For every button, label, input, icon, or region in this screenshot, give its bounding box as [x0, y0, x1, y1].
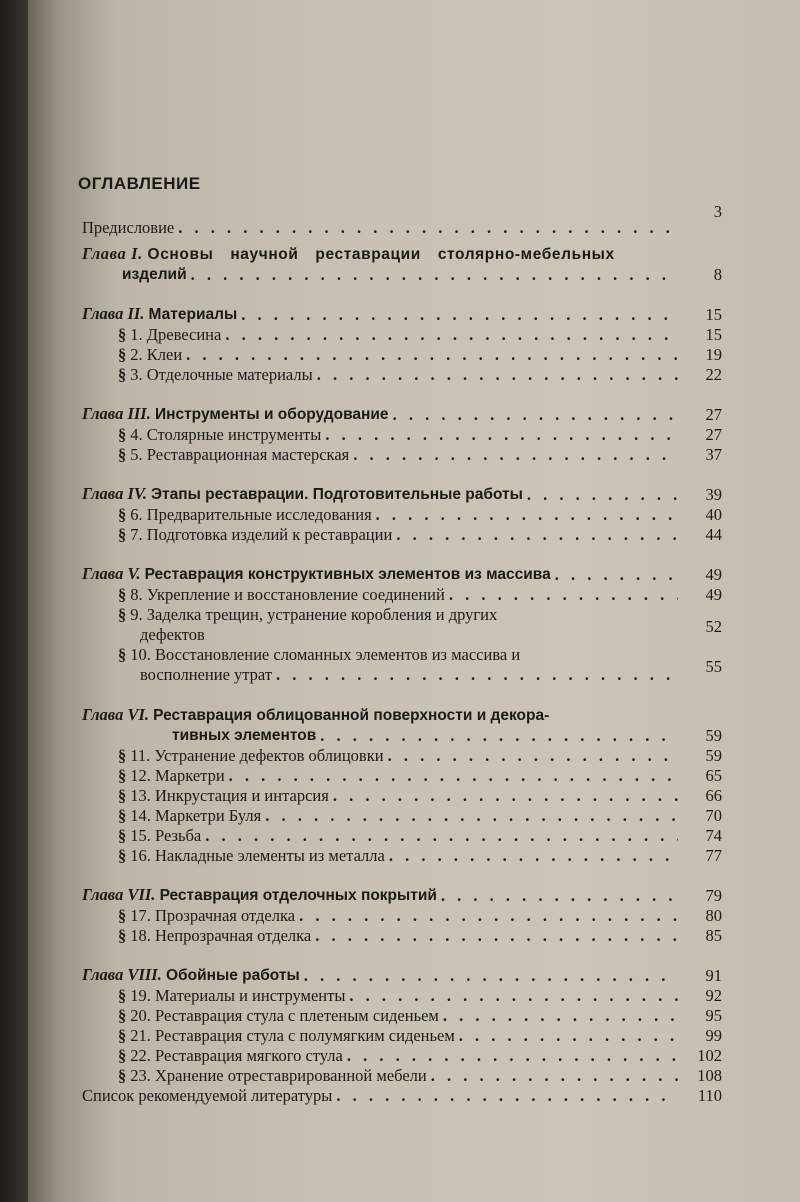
section-symbol: §	[118, 1046, 127, 1065]
toc-entry-section-5	[82, 445, 722, 465]
toc-entry-section-13	[82, 786, 722, 806]
leader-dots	[389, 846, 678, 866]
toc-entry-section-14	[82, 806, 722, 826]
leader-dots	[353, 445, 678, 465]
leader-dots	[443, 1006, 678, 1026]
chapter-title: Материалы	[148, 306, 238, 323]
toc-entry-section-23	[82, 1066, 722, 1086]
page-number: 110	[697, 1086, 722, 1105]
chapter-number: I.	[131, 244, 143, 263]
section-title-continued: дефектов	[140, 625, 205, 644]
section-symbol: §	[118, 525, 127, 544]
toc-entry-section-7	[82, 525, 722, 545]
leader-dots	[396, 525, 678, 545]
leader-dots	[347, 1046, 678, 1066]
toc-label: Список рекомендуемой литературы	[82, 1086, 333, 1105]
page-number: 102	[697, 1046, 722, 1065]
book-spine	[0, 0, 28, 1202]
page-number: 22	[705, 365, 722, 384]
page-number: 99	[705, 1026, 722, 1045]
page-title: ОГЛАВЛЕНИЕ	[78, 174, 201, 193]
section-symbol: §	[118, 766, 127, 785]
chapter-word: Глава	[82, 885, 124, 904]
page-number: 65	[705, 766, 722, 785]
leader-dots	[393, 405, 678, 425]
section-symbol: §	[118, 926, 127, 945]
section-title: 6. Предварительные исследования	[130, 505, 372, 524]
toc-entry-chapter-7	[82, 886, 722, 906]
chapter-number: VII.	[127, 885, 156, 904]
chapter-word: Глава	[82, 564, 124, 583]
section-title: 21. Реставрация стула с полумягким сиденьем	[130, 1026, 455, 1045]
section-title: 8. Укрепление и восстановление соединений	[130, 585, 445, 604]
toc-entry-chapter-3	[82, 405, 722, 425]
section-title: 16. Накладные элементы из металла	[130, 846, 385, 865]
section-title: 2. Клеи	[130, 345, 183, 364]
chapter-number: IV.	[127, 484, 147, 503]
page-number: 44	[705, 525, 722, 544]
section-title: 20. Реставрация стула с плетеным сиденьем	[130, 1006, 439, 1025]
page-number: 15	[705, 305, 722, 324]
section-symbol: §	[118, 746, 127, 765]
chapter-title-continued: изделий	[122, 266, 187, 283]
chapter-title-continued: тивных элементов	[172, 727, 317, 744]
toc-entry-chapter-8	[82, 966, 722, 986]
leader-dots	[317, 365, 678, 385]
toc-entry-section-2	[82, 345, 722, 365]
chapter-number: V.	[127, 564, 141, 583]
page-number: 8	[713, 265, 722, 284]
section-title: 23. Хранение отреставрированной мебели	[130, 1066, 427, 1085]
toc-entry-section-3	[82, 365, 722, 385]
toc-entry-section-18	[82, 926, 722, 946]
page-number: 108	[697, 1066, 722, 1085]
leader-dots	[304, 966, 678, 986]
leader-dots	[276, 665, 678, 685]
section-title: 19. Материалы и инструменты	[130, 986, 346, 1005]
toc-entry-section-19	[82, 986, 722, 1006]
section-symbol: §	[118, 846, 127, 865]
section-title: 3. Отделочные материалы	[130, 365, 313, 384]
toc-entry-section-15	[82, 826, 722, 846]
leader-dots	[325, 425, 678, 445]
chapter-word: Глава	[82, 244, 127, 263]
toc-entry-chapter-2	[82, 305, 722, 325]
leader-dots	[229, 766, 678, 786]
leader-dots	[178, 218, 678, 238]
page-number: 27	[705, 425, 722, 444]
section-symbol: §	[118, 1066, 127, 1085]
leader-dots	[376, 505, 678, 525]
page-number: 27	[705, 405, 722, 424]
section-title: 12. Маркетри	[130, 766, 225, 785]
chapter-number: III.	[127, 404, 151, 423]
toc-entry-section-11	[82, 746, 722, 766]
chapter-title: Реставрация отделочных покрытий	[159, 887, 437, 904]
toc-entry-chapter-4	[82, 485, 722, 505]
chapter-title: Обойные работы	[165, 967, 300, 984]
page-number: 79	[705, 886, 722, 905]
toc-entry-section-21	[82, 1026, 722, 1046]
chapter-word: Глава	[82, 304, 124, 323]
chapter-word: Глава	[82, 484, 124, 503]
section-symbol: §	[118, 585, 127, 604]
section-title: 10. Восстановление сломанных элементов из массива и	[130, 645, 521, 664]
section-symbol: §	[118, 445, 127, 464]
section-title: 15. Резьба	[130, 826, 202, 845]
section-symbol: §	[118, 986, 127, 1005]
toc-entry-section-10	[82, 645, 722, 685]
page-number: 77	[705, 846, 722, 865]
toc-entry-chapter-1	[82, 244, 722, 285]
leader-dots	[315, 926, 678, 946]
chapter-number: VIII.	[127, 965, 162, 984]
leader-dots	[459, 1026, 678, 1046]
toc-entry-section-12	[82, 766, 722, 786]
page-number: 66	[705, 786, 722, 805]
page-number: 85	[705, 926, 722, 945]
section-symbol: §	[118, 425, 127, 444]
leader-dots	[431, 1066, 678, 1086]
section-title: 22. Реставрация мягкого стула	[130, 1046, 343, 1065]
toc-entry-section-17	[82, 906, 722, 926]
leader-dots	[449, 585, 678, 605]
chapter-word: Глава	[82, 705, 124, 724]
section-symbol: §	[118, 786, 127, 805]
section-title-continued: восполнение утрат	[140, 665, 273, 684]
page-number: 40	[705, 505, 722, 524]
table-of-contents	[82, 202, 722, 1106]
page-number: 80	[705, 906, 722, 925]
toc-entry-section-4	[82, 425, 722, 445]
section-symbol: §	[118, 605, 127, 624]
toc-entry-section-22	[82, 1046, 722, 1066]
section-title: 18. Непрозрачная отделка	[130, 926, 312, 945]
page-number: 3	[713, 202, 722, 221]
page-number: 59	[705, 746, 722, 765]
leader-dots	[299, 906, 678, 926]
section-title: 5. Реставрационная мастерская	[130, 445, 350, 464]
leader-dots	[191, 265, 678, 285]
section-symbol: §	[118, 906, 127, 925]
chapter-title: Этапы реставрации. Подготовительные работы	[151, 486, 523, 503]
chapter-title: Инструменты и оборудование	[154, 406, 389, 423]
leader-dots	[186, 345, 678, 365]
section-symbol: §	[118, 826, 127, 845]
page-number: 39	[705, 485, 722, 504]
chapter-title: Реставрация конструктивных элементов из массива	[144, 566, 551, 583]
leader-dots	[265, 806, 678, 826]
toc-entry-preface	[82, 202, 722, 238]
leader-dots	[349, 986, 678, 1006]
section-title: 1. Древесина	[130, 325, 222, 344]
toc-entry-chapter-6	[82, 705, 722, 746]
section-symbol: §	[118, 365, 127, 384]
page-number: 15	[705, 325, 722, 344]
page-number: 92	[705, 986, 722, 1005]
leader-dots	[225, 325, 678, 345]
toc-entry-section-20	[82, 1006, 722, 1026]
page-number: 19	[705, 345, 722, 364]
page-number: 91	[705, 966, 722, 985]
toc-label: Предисловие	[82, 218, 175, 237]
toc-entry-section-9	[82, 605, 722, 645]
toc-entry-chapter-5	[82, 565, 722, 585]
section-symbol: §	[118, 1026, 127, 1045]
leader-dots	[205, 826, 678, 846]
page-number: 49	[705, 585, 722, 604]
chapter-title: Реставрация облицованной поверхности и декора-	[153, 707, 550, 724]
section-symbol: §	[118, 645, 127, 664]
section-title: 14. Маркетри Буля	[130, 806, 262, 825]
section-symbol: §	[118, 325, 127, 344]
toc-entry-section-6	[82, 505, 722, 525]
chapter-word: Глава	[82, 965, 124, 984]
section-title: 9. Заделка трещин, устранение коробления и других	[130, 605, 498, 624]
toc-entry-section-1	[82, 325, 722, 345]
section-symbol: §	[118, 1006, 127, 1025]
leader-dots	[333, 786, 678, 806]
leader-dots	[555, 565, 678, 585]
page-number: 52	[705, 617, 722, 636]
section-title: 11. Устранение дефектов облицовки	[130, 746, 384, 765]
toc-entry-section-8	[82, 585, 722, 605]
section-symbol: §	[118, 345, 127, 364]
leader-dots	[388, 746, 678, 766]
leader-dots	[320, 726, 678, 746]
page-number: 95	[705, 1006, 722, 1025]
leader-dots	[336, 1086, 678, 1106]
section-title: 7. Подготовка изделий к реставрации	[130, 525, 393, 544]
page-number: 70	[705, 806, 722, 825]
section-title: 4. Столярные инструменты	[130, 425, 322, 444]
page-number: 74	[705, 826, 722, 845]
leader-dots	[441, 886, 678, 906]
leader-dots	[241, 305, 678, 325]
chapter-word: Глава	[82, 404, 124, 423]
chapter-title: Основы научной реставрации столярно-мебельных	[147, 246, 615, 263]
chapter-number: VI.	[127, 705, 150, 724]
page-number: 37	[705, 445, 722, 464]
section-symbol: §	[118, 806, 127, 825]
leader-dots	[527, 485, 678, 505]
page-number: 59	[705, 726, 722, 745]
section-symbol: §	[118, 505, 127, 524]
page-number: 55	[705, 657, 722, 676]
toc-entry-section-16	[82, 846, 722, 866]
section-title: 13. Инкрустация и интарсия	[130, 786, 329, 805]
chapter-number: II.	[127, 304, 145, 323]
page-number: 49	[705, 565, 722, 584]
toc-entry-literature	[82, 1086, 722, 1106]
section-title: 17. Прозрачная отделка	[130, 906, 296, 925]
